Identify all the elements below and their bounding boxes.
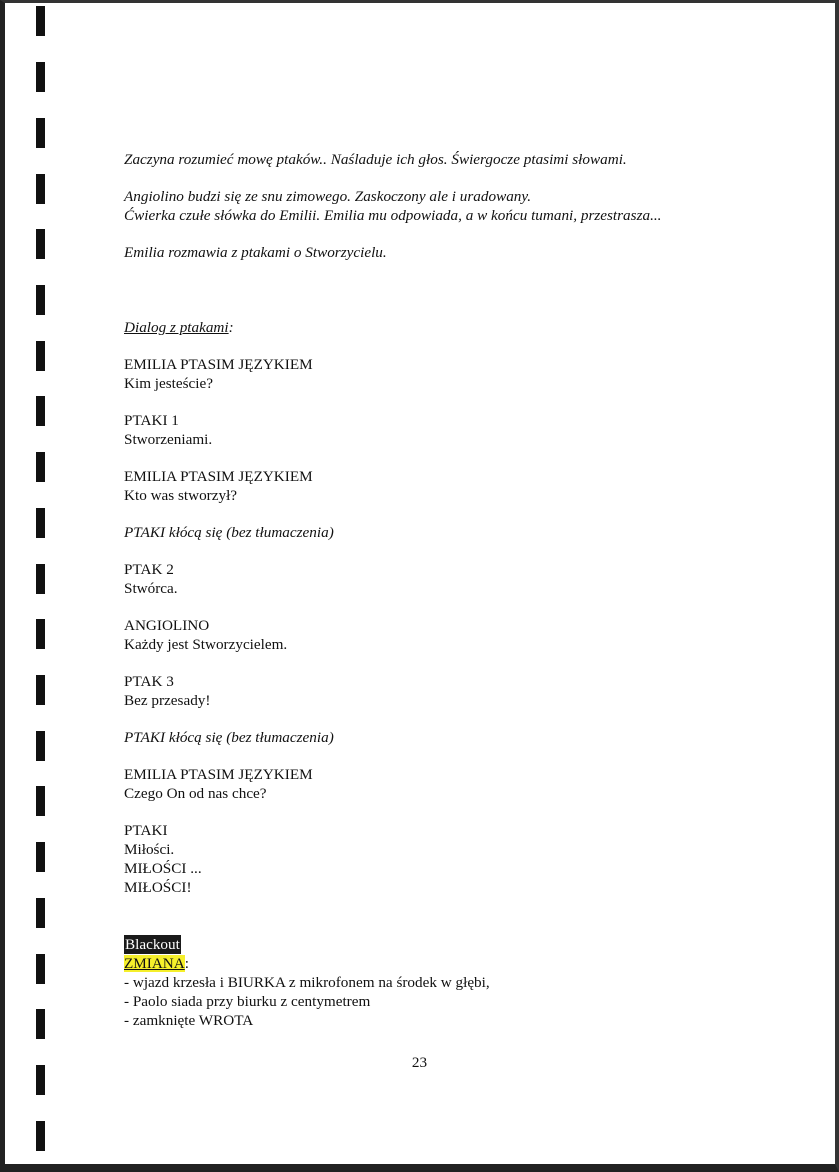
change-item: - wjazd krzesła i BIURKA z mikrofonem na środek w głębi, [124,974,490,991]
binding-hole [36,1009,45,1039]
change-colon: : [184,955,189,972]
stage-direction: Emilia rozmawia z ptakami o Stworzycielu. [124,244,387,261]
dialog-line: Stwórca. [124,580,178,597]
dialog-line: Każdy jest Stworzycielem. [124,636,288,653]
speaker-name: EMILIA PTASIM JĘZYKIEM [124,766,313,783]
speaker-name: PTAK 2 [124,561,174,578]
dialog-line: Stworzeniami. [124,431,213,448]
binding-hole [36,341,45,371]
binding-hole [36,731,45,761]
change-item: - Paolo siada przy biurku z centymetrem [124,993,371,1010]
change-item: - zamknięte WROTA [124,1012,254,1029]
speaker-name: PTAKI [124,822,168,839]
binding-hole [36,564,45,594]
dialog-line: Miłości. [124,841,175,858]
speaker-name: ANGIOLINO [124,617,210,634]
binding-hole [36,452,45,482]
binding-hole [36,842,45,872]
change-label: ZMIANA [124,955,185,972]
binding-hole [36,675,45,705]
stage-direction: Ćwierka czułe słówka do Emilii. Emilia mu odpowiada, a w końcu tumani, przestrasza... [124,207,662,224]
binding-holes [36,0,46,1172]
blackout-label: Blackout [125,936,180,953]
binding-hole [36,174,45,204]
binding-hole [36,118,45,148]
binding-hole [36,285,45,315]
dialog-line: Czego On od nas chce? [124,785,267,802]
stage-direction: PTAKI kłócą się (bez tłumaczenia) [124,729,334,746]
binding-hole [36,1121,45,1151]
change-cue [124,954,764,973]
speaker-name: EMILIA PTASIM JĘZYKIEM [124,356,313,373]
page-number: 23 [411,1054,428,1071]
binding-hole [36,229,45,259]
stage-direction: Angiolino budzi się ze snu zimowego. Zaskoczony ale i uradowany. [124,188,532,205]
dialog-heading [124,318,764,337]
binding-hole [36,62,45,92]
binding-hole [36,786,45,816]
binding-hole [36,396,45,426]
binding-hole [36,954,45,984]
speaker-name: PTAKI 1 [124,412,179,429]
stage-direction: Zaczyna rozumieć mowę ptaków.. Naśladuje ich głos. Świergocze ptasimi słowami. [124,151,627,168]
speaker-name: EMILIA PTASIM JĘZYKIEM [124,468,313,485]
speaker-name: PTAK 3 [124,673,174,690]
binding-hole [36,6,45,36]
dialog-line: Kto was stworzył? [124,487,238,504]
binding-hole [36,898,45,928]
blackout-cue [124,935,764,954]
binding-hole [36,619,45,649]
stage-direction: PTAKI kłócą się (bez tłumaczenia) [124,524,334,541]
script-content [124,150,764,1030]
binding-hole [36,508,45,538]
dialog-heading-colon: : [228,319,234,336]
dialog-line: Bez przesady! [124,692,211,709]
dialog-line: MIŁOŚCI! [124,879,192,896]
dialog-heading-text: Dialog z ptakami [124,319,229,336]
dialog-line: Kim jesteście? [124,375,213,392]
dialog-line: MIŁOŚCI ... [124,860,202,877]
